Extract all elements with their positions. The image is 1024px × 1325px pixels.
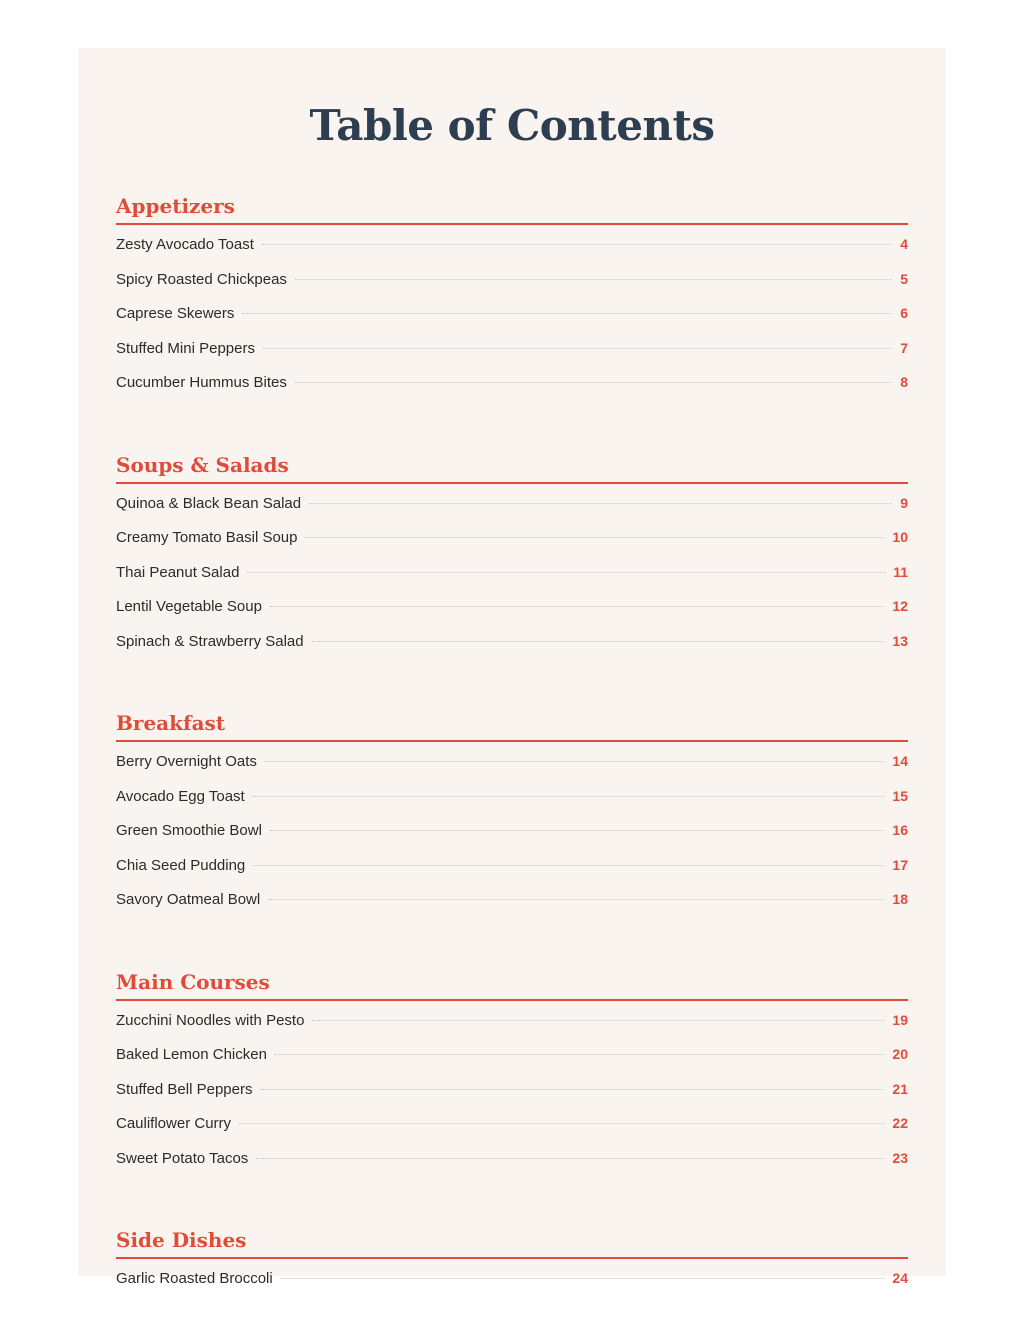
toc-entry[interactable] (116, 1115, 908, 1150)
toc-section (116, 447, 908, 668)
entry-page-number: 8 (900, 374, 908, 390)
entry-title: Stuffed Bell Peppers (116, 1080, 253, 1098)
toc-entry[interactable] (116, 564, 908, 599)
entry-title: Cucumber Hummus Bites (116, 374, 287, 391)
entry-page-number: 16 (892, 822, 908, 838)
entry-list (116, 484, 908, 668)
dot-leader (312, 1020, 884, 1021)
dot-leader (305, 537, 884, 538)
toc-entry[interactable] (116, 633, 908, 668)
dot-leader (295, 279, 892, 280)
toc-section (116, 188, 908, 409)
entry-title: Baked Lemon Chicken (116, 1046, 267, 1063)
entry-title: Berry Overnight Oats (116, 753, 257, 770)
entry-page-number: 10 (892, 529, 908, 545)
toc-entry[interactable] (116, 857, 908, 892)
toc-entry[interactable] (116, 236, 908, 271)
entry-title: Quinoa & Black Bean Salad (116, 494, 302, 512)
entry-title: Caprese Skewers (116, 305, 235, 322)
entry-page-number: 4 (900, 236, 908, 252)
dot-leader (295, 382, 892, 383)
entry-title: Avocado Egg Toast (116, 787, 245, 805)
toc-entry[interactable] (116, 1270, 908, 1305)
toc-entry[interactable] (116, 529, 908, 564)
dot-leader (270, 606, 884, 607)
entry-page-number: 11 (893, 563, 908, 580)
entry-title: Cauliflower Curry (116, 1115, 232, 1132)
entry-page-number: 14 (892, 753, 908, 769)
entry-title: Chia Seed Pudding (116, 856, 246, 874)
toc-entry[interactable] (116, 1081, 908, 1116)
entry-title: Zucchini Noodles with Pesto (116, 1011, 305, 1029)
dot-leader (265, 761, 885, 762)
section-heading (116, 188, 908, 225)
section-heading-label: Side Dishes (116, 1228, 247, 1252)
entry-title: Spicy Roasted Chickpeas (116, 270, 287, 288)
toc-entry[interactable] (116, 374, 908, 409)
entry-page-number: 17 (892, 856, 908, 873)
entry-list (116, 742, 908, 926)
entry-page-number: 7 (900, 339, 908, 356)
dot-leader (256, 1158, 884, 1159)
dot-leader (262, 244, 892, 245)
entry-page-number: 15 (892, 787, 908, 804)
entry-page-number: 19 (892, 1011, 908, 1028)
section-heading (116, 447, 908, 484)
entry-page-number: 13 (892, 632, 908, 649)
toc-entry[interactable] (116, 753, 908, 788)
entry-page-number: 21 (892, 1080, 908, 1097)
toc-entry[interactable] (116, 340, 908, 375)
section-heading-label: Breakfast (116, 711, 226, 735)
dot-leader (309, 503, 892, 504)
dot-leader (268, 899, 884, 900)
dot-leader (253, 865, 884, 866)
entry-page-number: 20 (892, 1046, 908, 1062)
dot-leader (263, 348, 892, 349)
toc-section (116, 1222, 908, 1305)
dot-leader (270, 830, 885, 831)
toc-page (78, 48, 946, 1287)
section-heading (116, 1222, 908, 1259)
entry-list (116, 1001, 908, 1185)
toc-entry[interactable] (116, 1150, 908, 1185)
dot-leader (242, 313, 892, 314)
toc-section (116, 705, 908, 926)
entry-title: Savory Oatmeal Bowl (116, 891, 261, 908)
entry-page-number: 24 (892, 1270, 908, 1286)
entry-page-number: 18 (892, 891, 908, 907)
dot-leader (260, 1089, 884, 1090)
entry-page-number: 6 (900, 305, 908, 321)
toc-section (116, 964, 908, 1185)
entry-title: Creamy Tomato Basil Soup (116, 529, 298, 546)
dot-leader (281, 1278, 885, 1279)
toc-entry[interactable] (116, 891, 908, 926)
entry-title: Thai Peanut Salad (116, 563, 240, 581)
entry-title: Sweet Potato Tacos (116, 1149, 249, 1167)
entry-page-number: 5 (900, 270, 908, 287)
entry-title: Zesty Avocado Toast (116, 236, 254, 253)
entry-title: Lentil Vegetable Soup (116, 598, 262, 615)
toc-entry[interactable] (116, 1012, 908, 1047)
dot-leader (239, 1123, 884, 1124)
entry-list (116, 1259, 908, 1305)
toc-entry[interactable] (116, 1046, 908, 1081)
toc-entry[interactable] (116, 271, 908, 306)
section-heading (116, 705, 908, 742)
entry-list (116, 225, 908, 409)
page-title: Table of Contents (309, 101, 715, 150)
entry-title: Stuffed Mini Peppers (116, 339, 255, 357)
toc-entry[interactable] (116, 822, 908, 857)
dot-leader (312, 641, 885, 642)
dot-leader (247, 572, 885, 573)
dot-leader (275, 1054, 884, 1055)
entry-title: Garlic Roasted Broccoli (116, 1270, 273, 1287)
entry-page-number: 12 (892, 598, 908, 614)
toc-entry[interactable] (116, 788, 908, 823)
section-heading-label: Appetizers (116, 194, 235, 218)
toc-sections (116, 188, 908, 1305)
toc-entry[interactable] (116, 495, 908, 530)
toc-entry[interactable] (116, 598, 908, 633)
section-heading-label: Main Courses (116, 969, 270, 994)
dot-leader (253, 796, 885, 797)
entry-page-number: 23 (892, 1149, 908, 1166)
entry-page-number: 22 (892, 1115, 908, 1131)
entry-title: Green Smoothie Bowl (116, 822, 262, 839)
entry-page-number: 9 (900, 494, 908, 511)
entry-title: Spinach & Strawberry Salad (116, 632, 304, 650)
section-heading (116, 964, 908, 1001)
toc-entry[interactable] (116, 305, 908, 340)
section-heading-label: Soups & Salads (116, 452, 289, 477)
